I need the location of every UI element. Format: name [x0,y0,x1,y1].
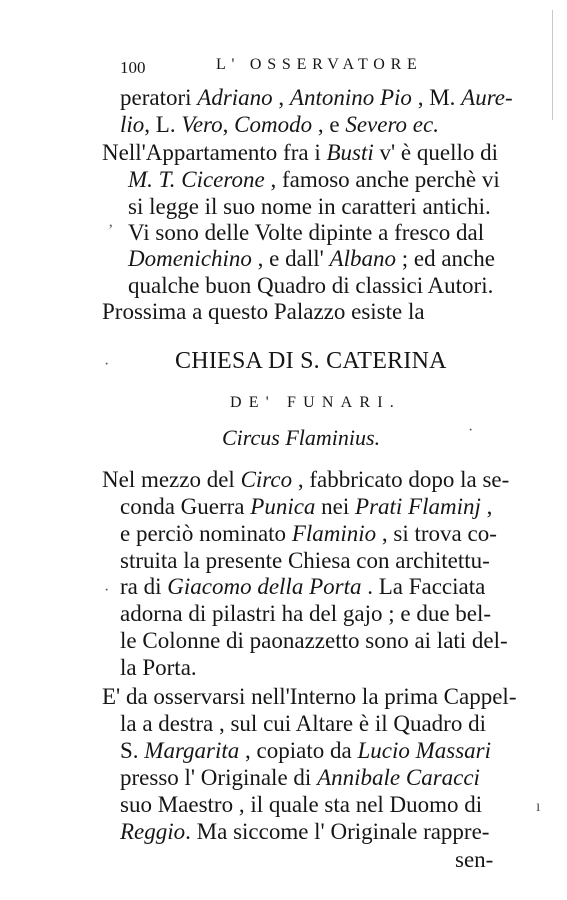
text-line: peratori Adriano , Antonino Pio , M. Aure- [120,85,513,110]
text-line: adorna di pilastri ha del gajo ; e due bel- [120,601,492,626]
text-line: le Colonne di paonazzetto sono ai lati del- [120,628,508,653]
text-line: la a destra , sul cui Altare è il Quadro di [120,711,486,736]
text-line: M. T. Cicerone , famoso anche perchè vi [128,167,500,192]
printing-mark: · [468,422,474,439]
text-line: struita la presente Chiesa con architettu- [120,548,490,573]
latin-name: Circus Flaminius. [222,425,381,450]
text-line: Domenichino , e dall' Albano ; ed anche [128,246,495,271]
printing-mark: · [104,582,110,599]
page-edge-line [552,10,561,120]
section-subtitle: DE' FUNARI. [230,394,401,411]
text-line: si legge il suo nome in caratteri antichi. [128,194,491,219]
section-title: CHIESA DI S. CATERINA [175,348,447,374]
text-line: E' da osservarsi nell'Interno la prima Cappel- [102,684,517,709]
text-line: qualche buon Quadro di classici Autori. [128,273,494,298]
text-line: e perciò nominato Flaminio , si trova co- [120,521,497,546]
printing-mark: ʼ [108,222,114,239]
text-line: la Porta. [120,655,197,680]
text-line: lio, L. Vero, Comodo , e Severo ec. [120,112,439,137]
page-number: 100 [120,58,146,77]
text-line: Vi sono delle Volte dipinte a fresco dal [128,220,485,245]
printing-mark: · [104,356,110,373]
text-line: Nell'Appartamento fra i Busti v' è quello di [102,140,498,165]
text-line: Nel mezzo del Circo , fabbricato dopo la se- [102,467,510,492]
catchword: sen- [455,847,494,872]
text-line: presso l' Originale di Annibale Caracci [120,765,480,790]
running-title: L' OSSERVATORE [216,56,423,73]
text-line: suo Maestro , il quale sta nel Duomo di [120,792,483,817]
text-line: Reggio. Ma siccome l' Originale rappre- [120,819,490,844]
printing-mark: ı [536,798,541,815]
text-line: conda Guerra Punica nei Prati Flaminj , [120,494,493,519]
text-line: S. Margarita , copiato da Lucio Massari [120,738,491,763]
text-line: ra di Giacomo della Porta . La Facciata [120,574,486,599]
text-line: Prossima a questo Palazzo esiste la [102,299,425,324]
